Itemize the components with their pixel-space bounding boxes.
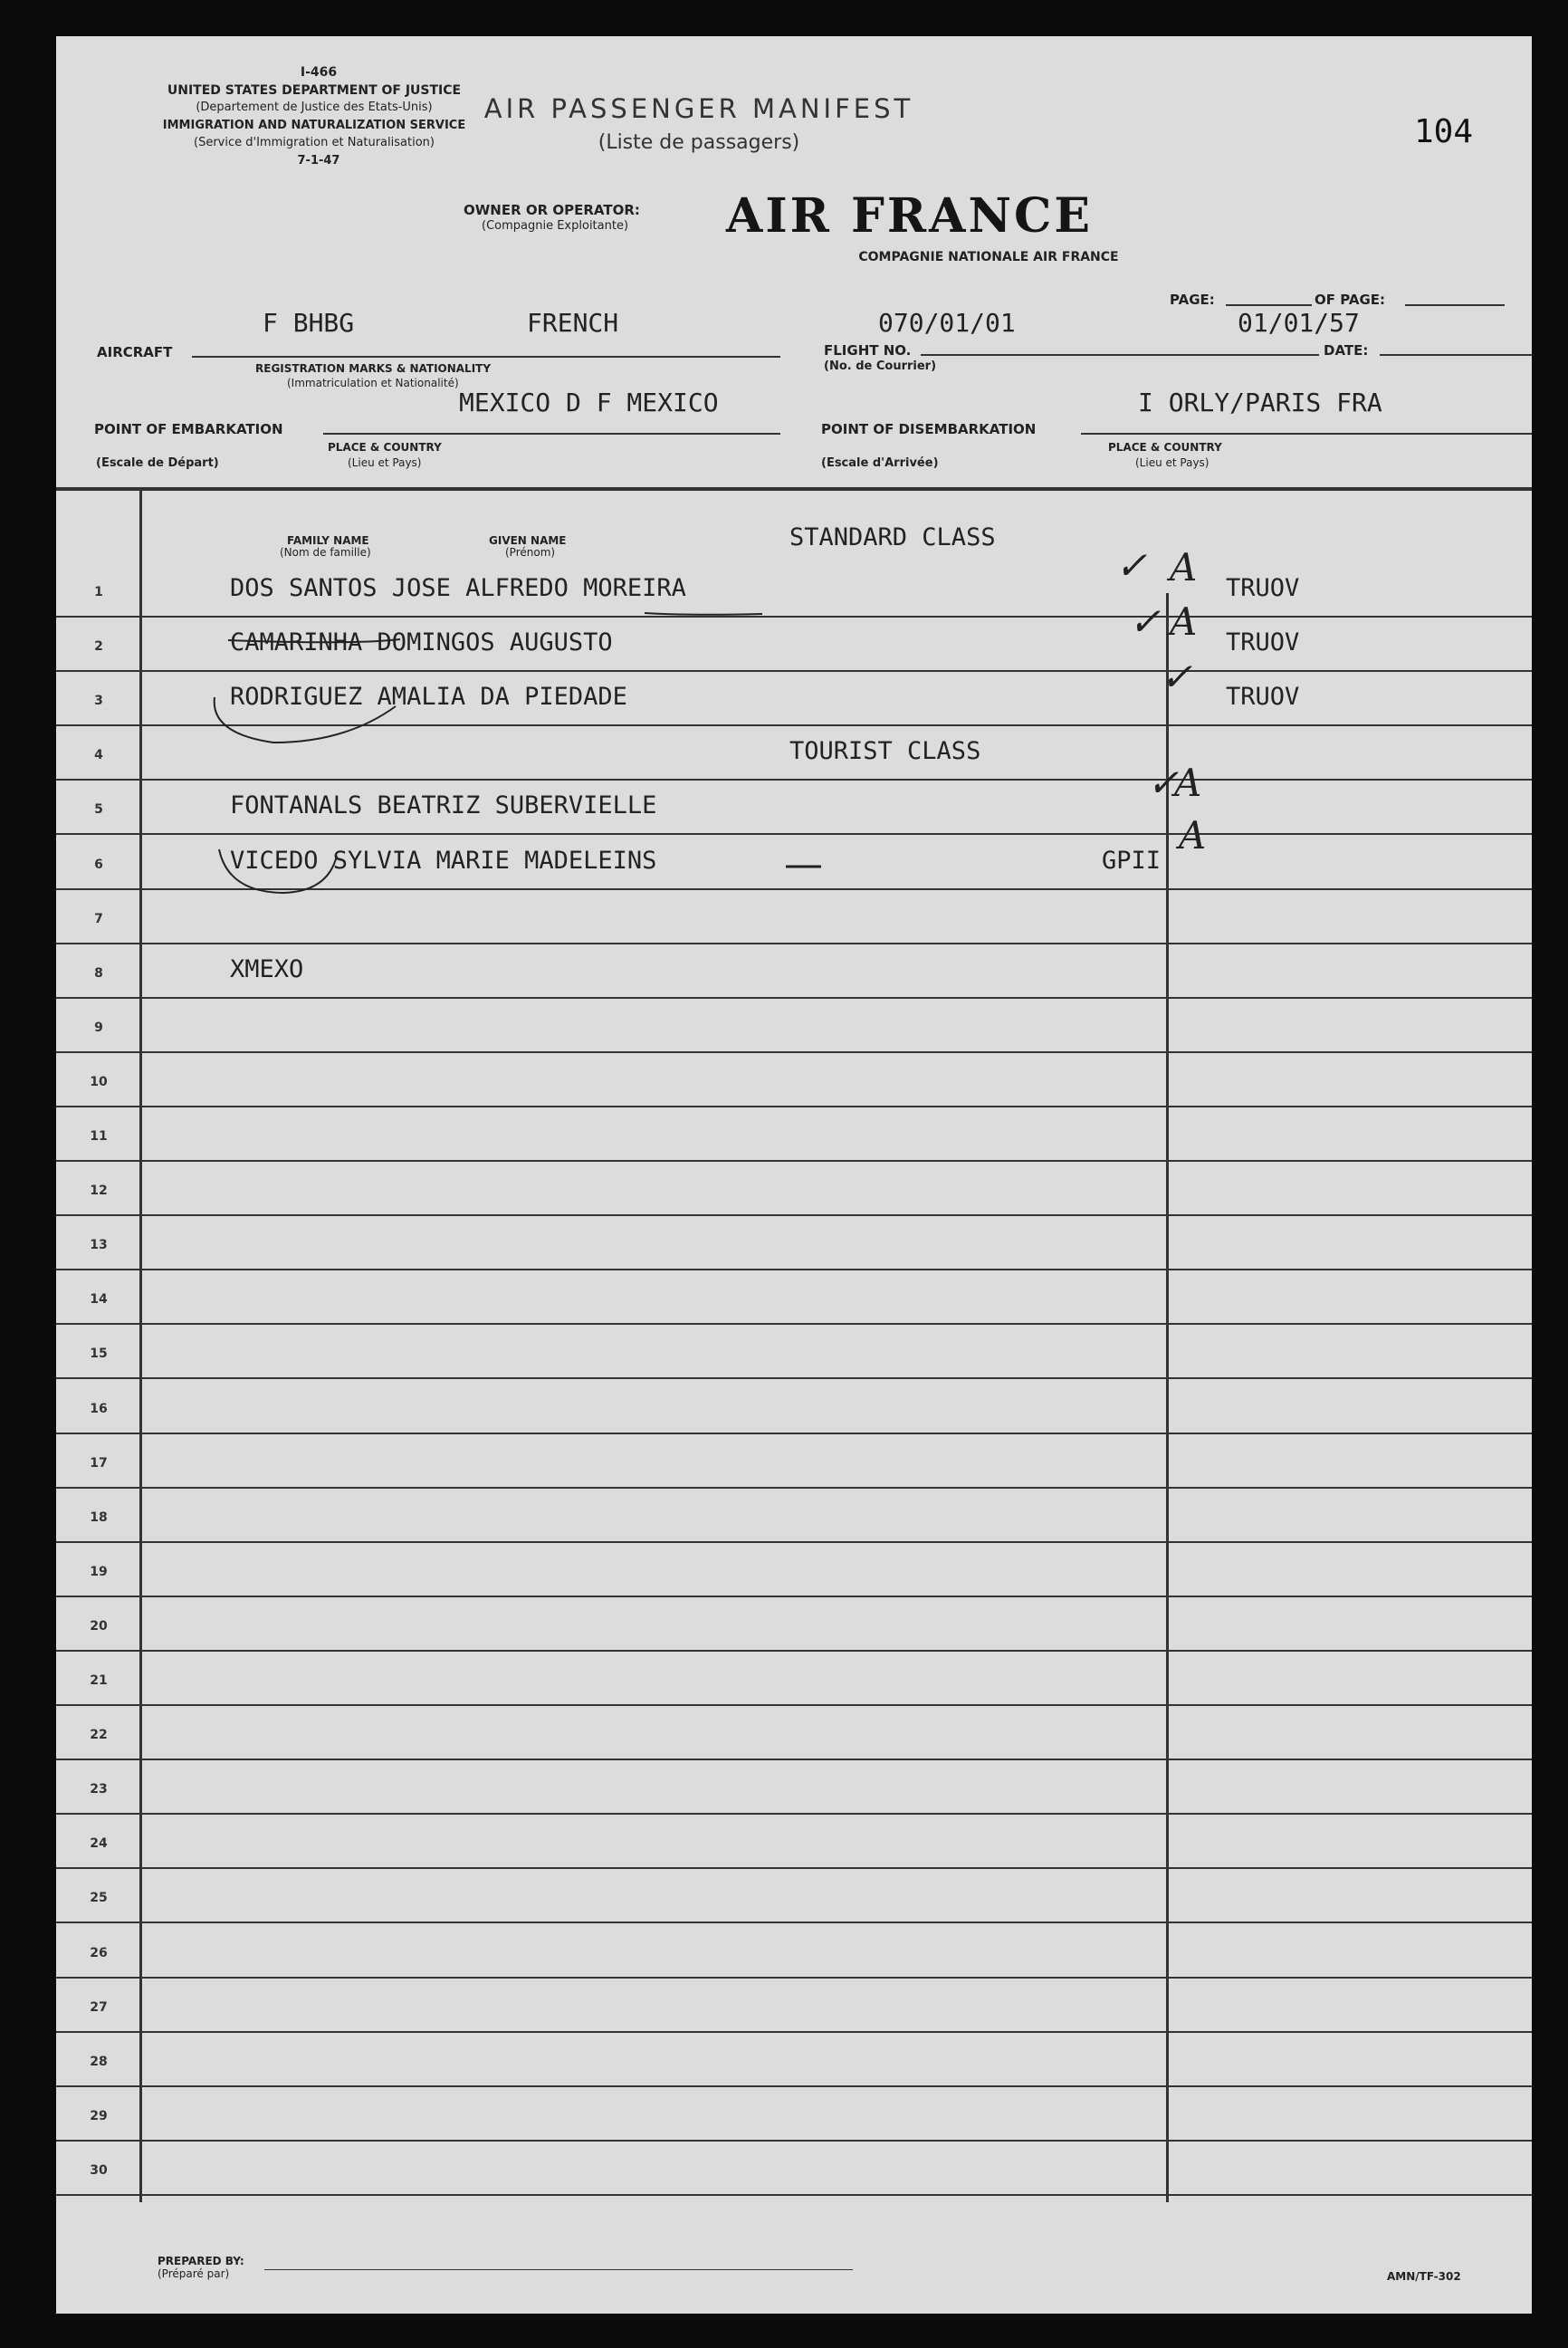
row-number: 28 xyxy=(90,2054,108,2069)
owner-label-fr: (Compagnie Exploitante) xyxy=(482,219,629,233)
row-remark: TRUOV xyxy=(1226,574,1300,602)
row-number: 4 xyxy=(94,748,103,763)
row-number: 24 xyxy=(90,1836,108,1852)
passenger-name: DOS SANTOS JOSE ALFREDO MOREIRA xyxy=(230,574,686,602)
row-remark: GPII xyxy=(1102,846,1162,875)
row-number: 13 xyxy=(90,1238,108,1253)
embarkation-place-label: PLACE & COUNTRY xyxy=(328,441,442,454)
check-mark-icon: ✓ xyxy=(1161,655,1193,699)
row-number: 14 xyxy=(90,1292,108,1308)
check-mark-icon: A xyxy=(1179,813,1207,858)
date-label: DATE: xyxy=(1324,342,1369,359)
flight-number: 070/01/01 xyxy=(878,308,1016,338)
row-number: 29 xyxy=(90,2108,108,2123)
embarkation-label: POINT OF EMBARKATION xyxy=(94,421,283,437)
check-mark-icon: A xyxy=(1174,761,1202,805)
row-number: 15 xyxy=(90,1347,108,1362)
row-number: 2 xyxy=(94,639,103,655)
row-number: 22 xyxy=(90,1728,108,1743)
check-mark-icon: ✓ xyxy=(1147,761,1180,805)
row-number: 20 xyxy=(90,1618,108,1634)
embarkation-value: MEXICO D F MEXICO xyxy=(459,388,719,417)
given-name-header-fr: (Prénom) xyxy=(505,546,556,559)
registration-label: REGISTRATION MARKS & NATIONALITY xyxy=(255,362,492,375)
row-number: 8 xyxy=(94,965,103,981)
row-remark: TRUOV xyxy=(1226,683,1300,712)
embarkation-label-fr: (Escale de Départ) xyxy=(96,456,219,470)
row-number: 21 xyxy=(90,1673,108,1688)
family-name-header: FAMILY NAME xyxy=(287,534,369,547)
row-number: 3 xyxy=(94,694,103,709)
row-number: 16 xyxy=(90,1401,108,1416)
row-number: 18 xyxy=(90,1509,108,1525)
row-number: 30 xyxy=(90,2162,108,2178)
form-code: AMN/TF-302 xyxy=(1387,2270,1461,2283)
of-page-label: OF PAGE: xyxy=(1315,292,1386,308)
flight-label: FLIGHT NO. xyxy=(824,342,912,359)
row-number: 19 xyxy=(90,1564,108,1579)
manifest-sheet xyxy=(56,36,1532,2314)
row-number: 5 xyxy=(94,802,103,818)
form-number: I-466 xyxy=(300,65,338,80)
row-number: 7 xyxy=(94,911,103,926)
disembarkation-label: POINT OF DISEMBARKATION xyxy=(821,421,1037,437)
check-mark-icon: A xyxy=(1170,599,1198,644)
row-number: 12 xyxy=(90,1184,108,1199)
handwritten-marks xyxy=(56,36,1532,2314)
check-mark-icon: ✓ xyxy=(1115,543,1148,588)
passenger-name: CAMARINHA DOMINGOS AUGUSTO xyxy=(230,628,613,657)
class-header: STANDARD CLASS xyxy=(789,523,996,551)
row-number: 25 xyxy=(90,1891,108,1906)
row-number: 17 xyxy=(90,1455,108,1471)
given-name-header: GIVEN NAME xyxy=(489,534,567,547)
department-name: UNITED STATES DEPARTMENT OF JUSTICE xyxy=(167,83,462,98)
flight-label-fr: (No. de Courrier) xyxy=(824,359,937,373)
department-name-fr: (Departement de Justice des Etats-Unis) xyxy=(196,101,433,114)
disembarkation-place-label-fr: (Lieu et Pays) xyxy=(1135,456,1209,469)
passenger-name: VICEDO SYLVIA MARIE MADELEINS xyxy=(230,846,657,875)
prepared-by-line xyxy=(264,2269,853,2270)
form-date-code: 7-1-47 xyxy=(297,154,340,168)
service-name: IMMIGRATION AND NATURALIZATION SERVICE xyxy=(162,119,466,132)
operator-subtitle: COMPAGNIE NATIONALE AIR FRANCE xyxy=(858,250,1119,264)
embarkation-place-label-fr: (Lieu et Pays) xyxy=(348,456,422,469)
prepared-by-label: PREPARED BY: xyxy=(158,2255,244,2267)
prepared-by-label-fr: (Préparé par) xyxy=(158,2267,230,2280)
page-title-fr: (Liste de passagers) xyxy=(598,131,800,154)
disembarkation-place-label: PLACE & COUNTRY xyxy=(1108,441,1222,454)
disembarkation-label-fr: (Escale d'Arrivée) xyxy=(821,456,939,470)
row-number: 23 xyxy=(90,1782,108,1797)
family-name-header-fr: (Nom de famille) xyxy=(280,546,371,559)
aircraft-label: AIRCRAFT xyxy=(97,344,173,360)
row-number: 6 xyxy=(94,857,103,872)
flight-date: 01/01/57 xyxy=(1238,308,1360,338)
page-stamp: 104 xyxy=(1414,113,1474,150)
service-name-fr: (Service d'Immigration et Naturalisation) xyxy=(194,136,435,149)
passenger-name: XMEXO xyxy=(230,954,304,983)
page-label: PAGE: xyxy=(1170,292,1215,308)
aircraft-nationality: FRENCH xyxy=(527,308,619,338)
registration-label-fr: (Immatriculation et Nationalité) xyxy=(287,377,459,389)
aircraft-registration: F BHBG xyxy=(263,308,355,338)
row-number: 26 xyxy=(90,1945,108,1960)
operator-name: AIR FRANCE xyxy=(726,188,1094,244)
row-number: 9 xyxy=(94,1020,103,1035)
row-number: 27 xyxy=(90,1999,108,2015)
page-title: AIR PASSENGER MANIFEST xyxy=(483,93,914,124)
passenger-name: FONTANALS BEATRIZ SUBERVIELLE xyxy=(230,791,657,820)
check-mark-icon: ✓ xyxy=(1129,599,1162,644)
check-mark-icon: A xyxy=(1170,545,1198,589)
passenger-name: RODRIGUEZ AMALIA DA PIEDADE xyxy=(230,683,627,712)
row-number: 10 xyxy=(90,1074,108,1089)
row-number: 1 xyxy=(94,585,103,599)
disembarkation-value: I ORLY/PARIS FRA xyxy=(1138,388,1382,417)
class-header: TOURIST CLASS xyxy=(789,737,981,766)
row-number: 11 xyxy=(90,1129,108,1144)
owner-label: OWNER OR OPERATOR: xyxy=(464,202,640,218)
row-remark: TRUOV xyxy=(1226,628,1300,657)
